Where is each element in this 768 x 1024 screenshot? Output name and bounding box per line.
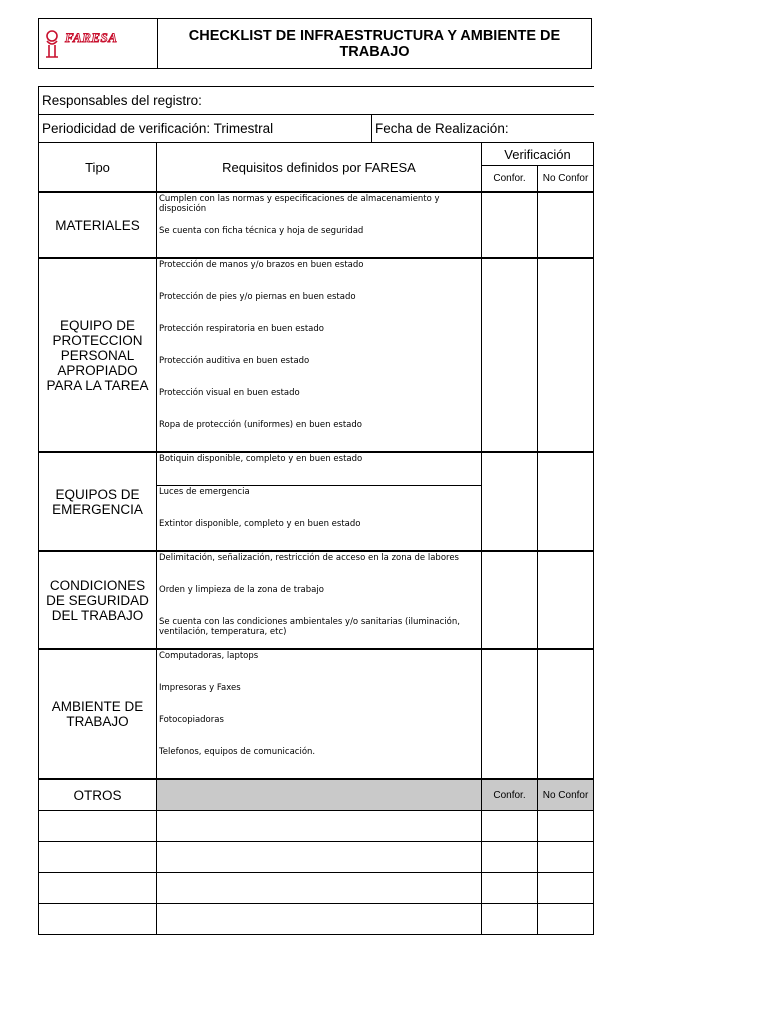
- requirement-text: Protección visual en buen estado: [157, 387, 482, 419]
- otros-confor-cell[interactable]: [482, 811, 538, 842]
- otros-blank-row: [39, 873, 594, 904]
- requirement-text: Delimitación, señalización, restricción de acceso en la zona de labores: [157, 551, 482, 584]
- section-tipo: EQUIPO DE PROTECCION PERSONAL APROPIADO PARA LA TAREA: [39, 258, 157, 452]
- requirement-text: Protección auditiva en buen estado: [157, 355, 482, 387]
- section-tipo: EQUIPOS DE EMERGENCIA: [39, 452, 157, 551]
- requirement-text: Botiquin disponible, completo y en buen estado: [157, 452, 482, 486]
- sections-body: [39, 192, 594, 779]
- confor-checkbox-cell[interactable]: [482, 452, 538, 551]
- verificacion-header: Verificación: [482, 143, 594, 166]
- responsables-field[interactable]: Responsables del registro:: [39, 87, 594, 115]
- requisitos-header: Requisitos definidos por FARESA: [157, 143, 482, 193]
- tipo-header: Tipo: [39, 143, 157, 193]
- otros-no-confor-cell[interactable]: [538, 904, 594, 935]
- fecha-field[interactable]: Fecha de Realización:: [372, 115, 594, 143]
- otros-blank-row: [39, 842, 594, 873]
- logo-text: FARESA: [65, 30, 118, 45]
- otros-confor-header: Confor.: [482, 779, 538, 811]
- otros-tipo-cell[interactable]: [39, 842, 157, 873]
- requirement-text: Protección de pies y/o piernas en buen estado: [157, 291, 482, 323]
- requirement-text: Protección de manos y/o brazos en buen estado: [157, 258, 482, 291]
- otros-label: OTROS: [39, 779, 157, 811]
- otros-blank-row: [39, 811, 594, 842]
- no-confor-header: No Confor: [538, 166, 594, 193]
- requirement-text: Se cuenta con las condiciones ambientales y/o sanitarias (iluminación, ventilación, temperatura, etc): [157, 616, 482, 649]
- confor-checkbox-cell[interactable]: [482, 551, 538, 649]
- confor-checkbox-cell[interactable]: [482, 649, 538, 779]
- otros-gray-cell: [157, 779, 482, 811]
- confor-checkbox-cell[interactable]: [482, 258, 538, 452]
- checklist-row: [39, 452, 594, 486]
- requirement-text: Computadoras, laptops: [157, 649, 482, 682]
- otros-blank-row: [39, 904, 594, 935]
- requirement-text: Cumplen con las normas y especificaciones de almacenamiento y disposición: [157, 192, 482, 225]
- no-confor-checkbox-cell[interactable]: [538, 649, 594, 779]
- no-confor-checkbox-cell[interactable]: [538, 452, 594, 551]
- requirement-text: Extintor disponible, completo y en buen estado: [157, 518, 482, 551]
- checklist-grid: [38, 86, 593, 935]
- requirement-text: Se cuenta con ficha técnica y hoja de seguridad: [157, 225, 482, 258]
- requirement-text: Luces de emergencia: [157, 486, 482, 519]
- section-tipo: MATERIALES: [39, 192, 157, 258]
- checklist-row: [39, 258, 594, 291]
- requirement-text: Protección respiratoria en buen estado: [157, 323, 482, 355]
- checklist-row: [39, 192, 594, 225]
- periodicidad-field: Periodicidad de verificación: Trimestral: [39, 115, 372, 143]
- requirement-text: Telefonos, equipos de comunicación.: [157, 746, 482, 779]
- otros-no-confor-cell[interactable]: [538, 811, 594, 842]
- otros-confor-cell[interactable]: [482, 873, 538, 904]
- no-confor-checkbox-cell[interactable]: [538, 192, 594, 258]
- otros-no-confor-cell[interactable]: [538, 842, 594, 873]
- checklist-row: [39, 649, 594, 682]
- requirement-text: Orden y limpieza de la zona de trabajo: [157, 584, 482, 616]
- otros-req-cell[interactable]: [157, 904, 482, 935]
- otros-no-confor-header: No Confor: [538, 779, 594, 811]
- confor-checkbox-cell[interactable]: [482, 192, 538, 258]
- section-tipo: CONDICIONES DE SEGURIDAD DEL TRABAJO: [39, 551, 157, 649]
- no-confor-checkbox-cell[interactable]: [538, 258, 594, 452]
- otros-req-cell[interactable]: [157, 842, 482, 873]
- no-confor-checkbox-cell[interactable]: [538, 551, 594, 649]
- otros-confor-cell[interactable]: [482, 842, 538, 873]
- logo-cell: [39, 19, 158, 68]
- otros-req-cell[interactable]: [157, 811, 482, 842]
- checklist-table: [38, 86, 594, 935]
- otros-confor-cell[interactable]: [482, 904, 538, 935]
- document-title: CHECKLIST DE INFRAESTRUCTURA Y AMBIENTE DE TRABAJO: [188, 27, 561, 60]
- otros-req-cell[interactable]: [157, 873, 482, 904]
- requirement-text: Impresoras y Faxes: [157, 682, 482, 714]
- confor-header: Confor.: [482, 166, 538, 193]
- checklist-row: [39, 551, 594, 584]
- requirement-text: Ropa de protección (uniformes) en buen estado: [157, 419, 482, 452]
- section-tipo: AMBIENTE DE TRABAJO: [39, 649, 157, 779]
- otros-no-confor-cell[interactable]: [538, 873, 594, 904]
- otros-tipo-cell[interactable]: [39, 873, 157, 904]
- otros-tipo-cell[interactable]: [39, 811, 157, 842]
- document-header: [38, 18, 592, 69]
- requirement-text: Fotocopiadoras: [157, 714, 482, 746]
- faresa-logo: [43, 25, 153, 61]
- otros-tipo-cell[interactable]: [39, 904, 157, 935]
